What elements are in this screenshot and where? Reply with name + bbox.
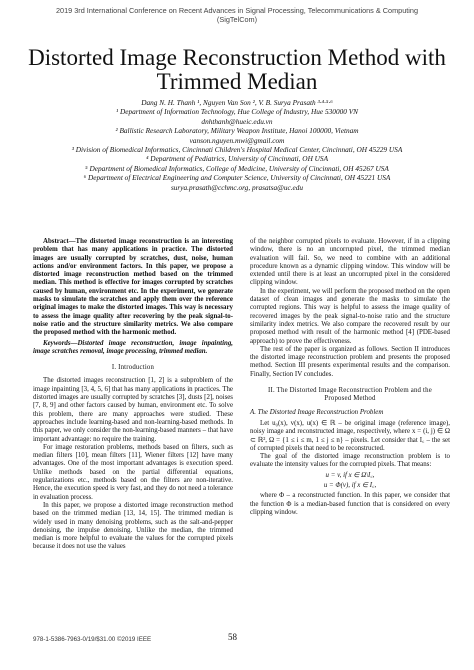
affiliation-1: ¹ Department of Information Technology, Hue College of Industry, Hue 530000 VN: [115, 107, 359, 117]
affiliation-3: ³ Division of Biomedical Informatics, Cincinnati Children's Hospital Medical Center, Cincinnati, OH 45229 USA: [71, 145, 403, 155]
right-paragraph-3: The rest of the paper is organized as follows. Section II introduces the distorted image reconstruction problem and presents the proposed method. Section III presents experimental results and the comparison. Finally, Section IV concludes.: [250, 345, 450, 378]
equation-1: u = v, if x ∈ Ω\I꜀,: [325, 471, 375, 479]
right-paragraph-5: The goal of the distorted image reconstruction problem is to evaluate the intensity values for the corrupted pixels. That means:: [250, 453, 450, 469]
right-paragraph-1: of the neighbor corrupted pixels to evaluate. However, if in a clipping window, there is no an uncorrupted pixel, the trimmed median evaluation will fail. So, we need to combine with an additional procedure known as a dynamic clipping window. This window will be extended until there is at least an uncorrupted pixel in the considered clipping window.: [250, 238, 450, 287]
section-heading-problem-line-1: II. The Distorted Image Reconstruction Problem and the: [268, 387, 432, 395]
footer-isbn: 978-1-5386-7963-0/19/$31.00 ©2019 IEEE: [33, 636, 152, 643]
conference-line-1: 2019 3rd International Conference on Recent Advances in Signal Processing, Telecommunications & Computing: [55, 6, 419, 15]
intro-paragraph-3: In this paper, we propose a distorted image reconstruction method based on the trimmed median [13, 14, 15]. The trimmed median is widely used in many denoising problems, such as the salt-and-pepper denoising, the impulse denoising. Unlike the median, the trimmed median is more helpful to evaluate the values for the corrupted pixels because it does not use the values: [33, 501, 233, 551]
page-number: 58: [228, 632, 237, 642]
paper-title: [0, 46, 474, 94]
intro-paragraph-2: For image restoration problems, methods based on filters, such as median filters [10], mean filters [11], Wiener filters [12] have many advantages. One of the most important advantages is execution speed. Unlike methods based on the partial differential equations, regularizations etc., methods based on the filters are non-iterative. Hence, the execution speed is very fast, and they do not need a tolerance in evaluation process.: [33, 443, 233, 501]
left-column: [33, 238, 233, 552]
affiliation-6: ⁶ Department of Electrical Engineering and Computer Science, University of Cincinnati, OH 45221 USA: [83, 173, 391, 183]
conference-header: [0, 6, 474, 24]
right-paragraph-6: where Φ – a reconstructed function. In this paper, we consider that the function Φ is a median-based function that is considered on every clipping window.: [250, 492, 450, 516]
section-heading-problem-line-2: Proposed Method: [324, 395, 376, 403]
author-names: Dang N. H. Thanh ¹, Nguyen Van Son ², V. B. Surya Prasath ³·⁴·⁵·⁶: [141, 98, 333, 107]
affiliation-5: ⁵ Department of Biomedical Informatics, College of Medicine, University of Cincinnati, OH 45267 USA: [85, 163, 389, 173]
affiliation-2: ² Ballistic Research Laboratory, Military Weapon Institute, Hanoi 100000, Vietnam: [115, 126, 359, 136]
email-2: vanson.nguyen.mwi@gmail.com: [189, 135, 285, 145]
right-column: [250, 238, 450, 517]
author-block: [20, 98, 454, 192]
abstract: Abstract—The distorted image reconstruction is an interesting problem that has many applications in practice. The distorted images are usually corrupted by scratches, dust, noise, human actions and/or environment factors. In this paper, we propose a distorted image reconstruction method based on the trimmed median. This method is effective for images corrupted by scratches caused by human, environment etc. In the experiment, we generate masks to simulate the scratches and apply them over the reference original images to make the distorted images. This way is necessary to assess the image quality after recovering by the peak signal-to-noise ratio and the structure similarity metrics. We also compare the proposed method with the harmonic method.: [33, 238, 233, 337]
section-heading-introduction: I. Introduction: [111, 364, 155, 372]
affiliation-4: ⁴ Department of Pediatrics, University of Cincinnati, OH USA: [145, 154, 329, 164]
intro-paragraph-1: The distorted images reconstruction [1, 2] is a subproblem of the image inpainting [3, 4, 5, 6] that has many applications in practices. The distorted images are usually corrupted by scratches [3], dusts [2], noises [7, 8, 9] and other factors caused by human, environment etc. To solve this problem, there are many approaches were studied. These approaches include learning-based and non-learning-based methods. In this paper, we only consider the non-learning-based manners – that have important advantage: no require the training.: [33, 377, 233, 443]
right-paragraph-2: In the experiment, we will perform the proposed method on the open dataset of clean images and generate the masks to simulate the corrupted regions. This way is helpful to assess the image quality of recovered images by the peak signal-to-noise ratio and the structure similarity index metrics. We also compare the recovered result by our proposed method with result of the harmonic method [4] (PDE-based approach) to prove the effectiveness.: [250, 287, 450, 345]
title-line-2: Trimmed Median: [156, 69, 318, 94]
email-3: surya.prasath@cchmc.org, prasatsa@uc.edu: [170, 182, 304, 192]
conference-line-2: (SigTelCom): [216, 15, 258, 24]
section-heading-problem: [250, 387, 450, 404]
right-paragraph-4: Let u₀(x), v(x), u(x) ∈ ℝ – be original image (reference image), noisy image and reconstructed image, respectively, where x = (i, j) ∈ Ω ⊂ ℝ², Ω = {1 ≤ i ≤ m, 1 ≤ j ≤ n} – pixels. Let consider that I꜀ – the set of corrupted pixels that need to be reconstructed.: [250, 419, 450, 452]
equation-2: u = Φ(v), if x ∈ I꜀,: [323, 482, 377, 490]
keywords: Keywords—Distorted image reconstruction, image inpainting, image scratches removal, image processing, trimmed median.: [33, 339, 233, 355]
subsection-heading: A. The Distorted Image Reconstruction Problem: [250, 408, 384, 416]
email-1: dnhthanh@hueic.edu.vn: [201, 116, 273, 126]
title-line-1: Distorted Image Reconstruction Method with: [28, 45, 446, 70]
